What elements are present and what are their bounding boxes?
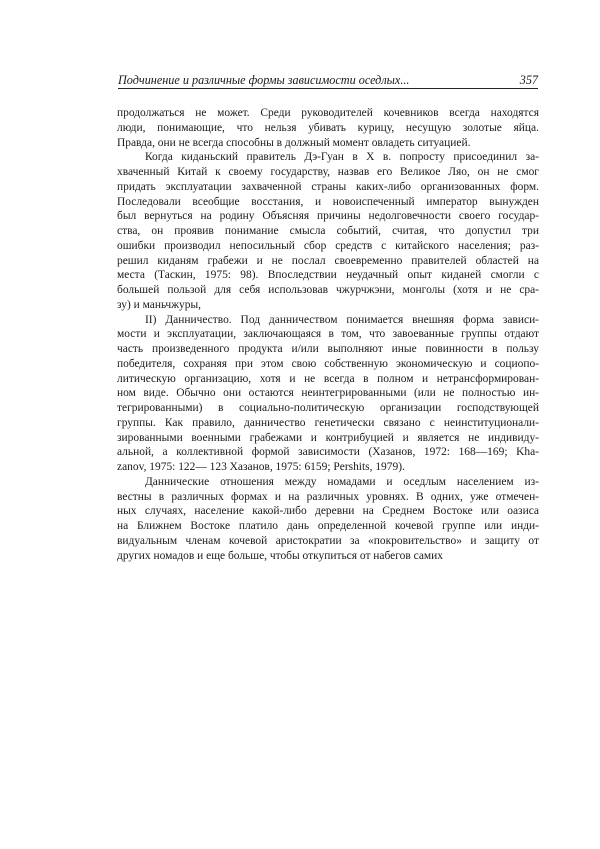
text-line: хваченный Китай к своему государству, назвав его Великое Ляо, он не смог	[117, 166, 539, 178]
text-line: Правда, они не всегда способны в должный момент овладеть ситуацией.	[117, 136, 471, 149]
text-line: группы. Как правило, данничество генетически связано с неинституционали-	[117, 416, 539, 429]
text-line: zanov, 1975: 122— 123 Хазанов, 1975: 6159; Pershits, 1979).	[117, 461, 405, 473]
text-line: зированными военными грабежами и контрибуцией и является не индивиду-	[117, 431, 539, 444]
running-header-title: Подчинение и различные формы зависимости оседлых...	[118, 73, 410, 87]
text-line: II) Данничество. Под данничеством понимается внешняя форма зависи-	[145, 313, 539, 326]
paragraph	[117, 150, 539, 312]
running-header	[118, 72, 538, 89]
page-number: 357	[519, 73, 538, 87]
text-line: видуальным членам кочевой аристократии за «покровительство» и защиту от	[117, 534, 539, 547]
paragraph	[117, 313, 539, 475]
text-line: места (Таскин, 1975: 98). Впоследствии неудачный опыт киданей смогли с	[117, 269, 539, 282]
text-line: победителя, сохраняя при этом свою собственную экономическую и социопо-	[117, 357, 539, 370]
text-line: ных случаях, население какой-либо деревни на Среднем Востоке или оазиса	[117, 505, 539, 518]
text-line: других номадов и еще больше, чтобы откупиться от набегов самих	[117, 549, 444, 562]
text-line: придать эксплуатации захваченной страны каких-либо организованных форм.	[117, 180, 539, 193]
text-line: решил киданям грабежи и не послал своевременно правителей областей на	[117, 254, 539, 267]
text-line: Последовали всеобщие восстания, и новоиспеченный император вынужден	[117, 195, 539, 208]
text-line: на Ближнем Востоке платило дань определенной кочевой группе или инди-	[117, 520, 539, 532]
text-line: вестны в различных формах и на различных уровнях. В одних, уже отмечен-	[117, 490, 539, 503]
text-line: альной, а коллективной формой зависимости (Хазанов, 1972: 168—169; Kha-	[117, 446, 539, 459]
paragraph	[117, 475, 539, 564]
text-line: ном виде. Обычно они остаются неинтегрированными (или не полностью ин-	[117, 387, 539, 400]
text-line: был вернуться на родину Объясняя причины недолговечности своего государ-	[117, 210, 539, 223]
text-line: ошибки производил непосильный сбор средств с китайского населения; раз-	[117, 239, 539, 252]
text-line: Когда киданьский правитель Дэ-Гуан в X в. попросту присоединил за-	[145, 151, 539, 164]
text-line: продолжаться не может. Среди руководителей кочевников всегда находятся	[117, 107, 539, 119]
text-line: мости и эксплуатации, заключающаяся в том, что завоеванные группы отдают	[117, 328, 539, 341]
text-line: тегрированными) в социально-политическую организации господствующей	[117, 402, 539, 414]
text-line: литическую организацию, хотя и не всегда в полном и нетрансформирован-	[117, 372, 539, 385]
paragraph	[117, 106, 539, 150]
text-line: зу) и маньчжуры,	[117, 298, 201, 311]
text-line: часть произведенного продукта и/или выполняют иные повинности в пользу	[117, 343, 539, 355]
text-line: ства, он проявив понимание смысла событий, считая, что допустил три	[117, 225, 539, 237]
text-line: люди, понимающие, что нельзя убивать курицу, несущую золотые яйца.	[117, 121, 539, 134]
body-text	[117, 106, 539, 563]
text-line: большей пользой для себя использовав чжурчжэни, монголы (хотя и не сра-	[117, 284, 539, 296]
text-line: Даннические отношения между номадами и оседлым населением из-	[145, 475, 539, 488]
